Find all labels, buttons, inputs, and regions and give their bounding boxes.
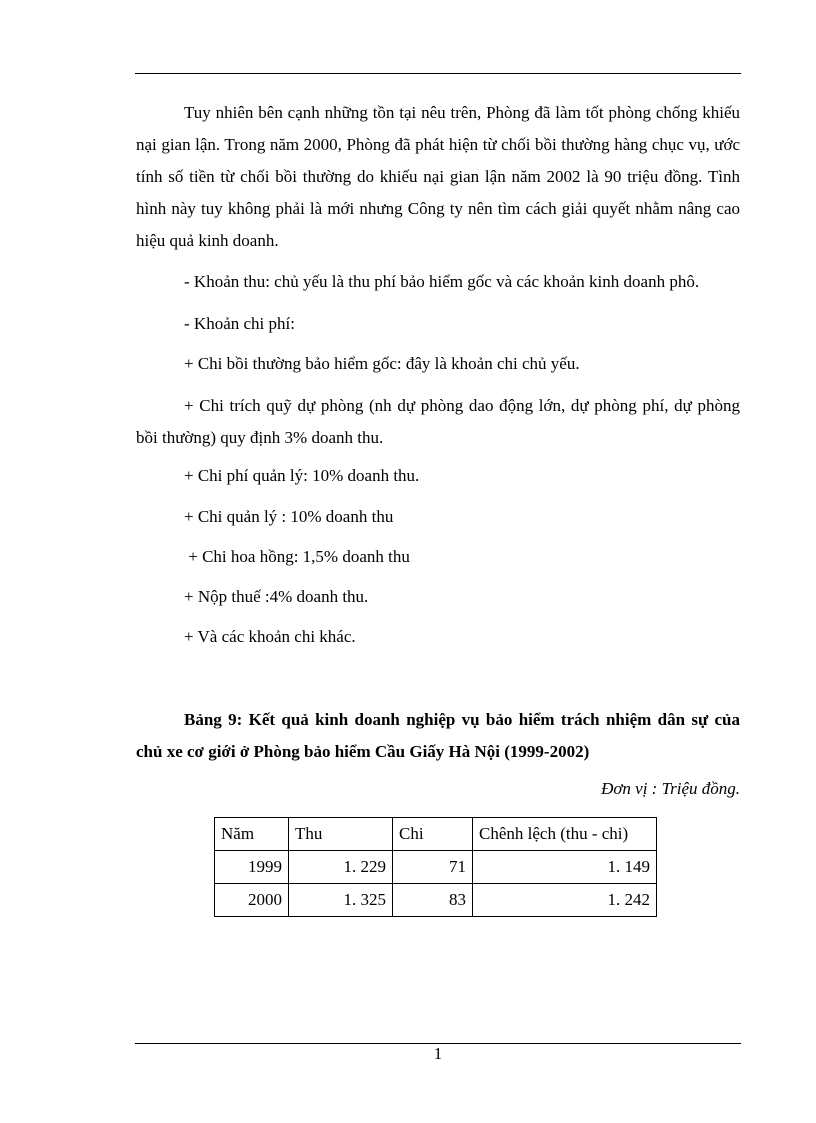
cell-year: 2000 (215, 884, 289, 917)
expense-heading: - Khoản chi phí: (184, 314, 295, 333)
item-commission: + Chi hoa hồng: 1,5% doanh thu (184, 547, 410, 566)
item-compensation: + Chi bồi thường bảo hiểm gốc: đây là khoản chi chủ yếu. (184, 354, 580, 373)
item-other: + Và các khoản chi khác. (184, 627, 356, 646)
item-tax: + Nộp thuế :4% doanh thu. (184, 587, 369, 606)
item-reserve: + Chi trích quỹ dự phòng (nh dự phòng dao động lớn, dự phòng phí, dự phòng bồi thường) quy định 3% doanh thu. (136, 396, 740, 447)
header-income: Thu (289, 818, 393, 851)
cell-difference: 1. 242 (473, 884, 657, 917)
item-management: + Chi quản lý : 10% doanh thu (184, 507, 394, 526)
cell-income: 1. 325 (289, 884, 393, 917)
body-text (136, 97, 740, 257)
income-line: - Khoản thu: chủ yếu là thu phí bảo hiểm gốc và các khoản kinh doanh phô. (184, 272, 700, 291)
header-expense: Chi (393, 818, 473, 851)
cell-expense: 83 (393, 884, 473, 917)
cell-income: 1. 229 (289, 851, 393, 884)
header-rule (135, 73, 741, 74)
unit-note: Đơn vị : Triệu đồng. (601, 779, 740, 798)
item-management-cost: + Chi phí quản lý: 10% doanh thu. (184, 466, 420, 485)
table-row (215, 884, 657, 917)
page-number: 1 (433, 1044, 443, 1063)
cell-difference: 1. 149 (473, 851, 657, 884)
header-year: Năm (215, 818, 289, 851)
cell-year: 1999 (215, 851, 289, 884)
paragraph-fraud-prevention: Tuy nhiên bên cạnh những tồn tại nêu trên, Phòng đã làm tốt phòng chống khiếu nại gian lận. Trong năm 2000, Phòng đã phát hiện từ chối bồi thường hàng chục vụ, ước tính số tiền từ chối bồi thường do khiếu nại gian lận năm 2002 là 90 triệu đồng. Tình hình này tuy không phải là mới nhưng Công ty nên tìm cách giải quyết nhằm nâng cao hiệu quả kinh doanh. (136, 103, 740, 250)
table-header-row (215, 818, 657, 851)
table-row (215, 851, 657, 884)
header-difference: Chênh lệch (thu - chi) (473, 818, 657, 851)
results-table (214, 817, 657, 917)
table-title: Bảng 9: Kết quả kinh doanh nghiệp vụ bảo hiểm trách nhiệm dân sự của chủ xe cơ giới ở Phòng bảo hiểm Cầu Giấy Hà Nội (1999-2002) (136, 710, 740, 761)
cell-expense: 71 (393, 851, 473, 884)
